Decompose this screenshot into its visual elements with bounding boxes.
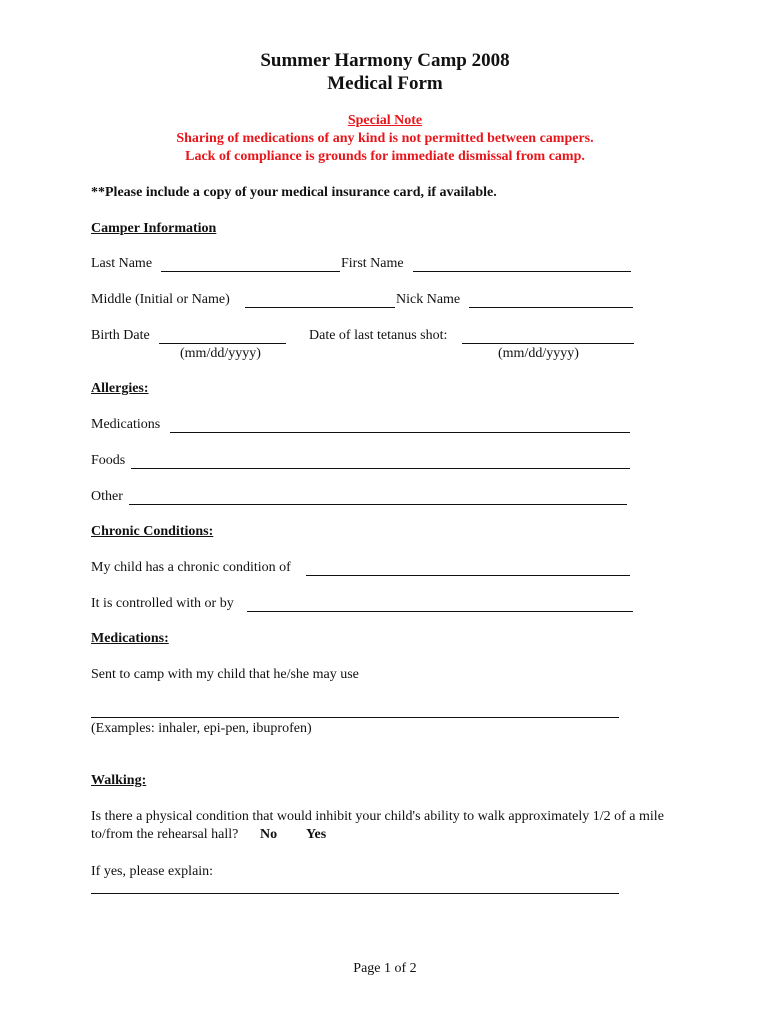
form-subtitle: Medical Form xyxy=(327,73,443,94)
tetanus-field[interactable] xyxy=(462,343,634,344)
controlled-by-field[interactable] xyxy=(247,611,633,612)
walking-heading: Walking: xyxy=(91,773,147,788)
last-name-field[interactable] xyxy=(161,271,340,272)
camper-info-heading: Camper Information xyxy=(91,221,217,236)
walking-question-line2: to/from the rehearsal hall? xyxy=(91,827,239,842)
chronic-condition-label: My child has a chronic condition of xyxy=(91,560,291,575)
middle-name-field[interactable] xyxy=(245,307,395,308)
sent-medications-label: Sent to camp with my child that he/she may use xyxy=(91,667,359,682)
allergy-other-field[interactable] xyxy=(129,504,627,505)
walking-explain-label: If yes, please explain: xyxy=(91,864,214,879)
tetanus-label: Date of last tetanus shot: xyxy=(309,328,448,343)
allergies-heading: Allergies: xyxy=(91,381,149,396)
form-title: Summer Harmony Camp 2008 xyxy=(260,50,510,71)
medications-heading: Medications: xyxy=(91,631,169,646)
allergy-other-label: Other xyxy=(91,489,123,504)
first-name-field[interactable] xyxy=(413,271,631,272)
allergy-foods-field[interactable] xyxy=(131,468,630,469)
special-note-heading: Special Note xyxy=(347,113,423,128)
walking-question-line1: Is there a physical condition that would inhibit your child's ability to walk approximately 1/2 of a mile xyxy=(91,809,664,824)
walking-explain-field[interactable] xyxy=(91,893,619,894)
controlled-by-label: It is controlled with or by xyxy=(91,596,234,611)
chronic-condition-field[interactable] xyxy=(306,575,630,576)
sent-medications-field[interactable] xyxy=(91,717,619,718)
last-name-label: Last Name xyxy=(91,256,153,271)
middle-name-label: Middle (Initial or Name) xyxy=(91,292,230,307)
walking-yes-option[interactable]: Yes xyxy=(306,827,327,842)
medications-examples: (Examples: inhaler, epi-pen, ibuprofen) xyxy=(91,721,312,736)
special-note-line1: Sharing of medications of any kind is not permitted between campers. xyxy=(176,131,594,146)
allergy-foods-label: Foods xyxy=(91,453,126,468)
chronic-heading: Chronic Conditions: xyxy=(91,524,214,539)
tetanus-date-format: (mm/dd/yyyy) xyxy=(498,346,579,361)
allergy-medications-label: Medications xyxy=(91,417,161,432)
birth-date-label: Birth Date xyxy=(91,328,150,343)
special-note-line2: Lack of compliance is grounds for immediate dismissal from camp. xyxy=(185,149,585,164)
first-name-label: First Name xyxy=(341,256,404,271)
allergy-medications-field[interactable] xyxy=(170,432,630,433)
walking-no-option[interactable]: No xyxy=(260,827,278,842)
nick-name-field[interactable] xyxy=(469,307,633,308)
nick-name-label: Nick Name xyxy=(396,292,461,307)
birth-date-format: (mm/dd/yyyy) xyxy=(180,346,261,361)
insurance-note: **Please include a copy of your medical insurance card, if available. xyxy=(91,185,497,200)
birth-date-field[interactable] xyxy=(159,343,286,344)
page-number: Page 1 of 2 xyxy=(353,961,417,976)
